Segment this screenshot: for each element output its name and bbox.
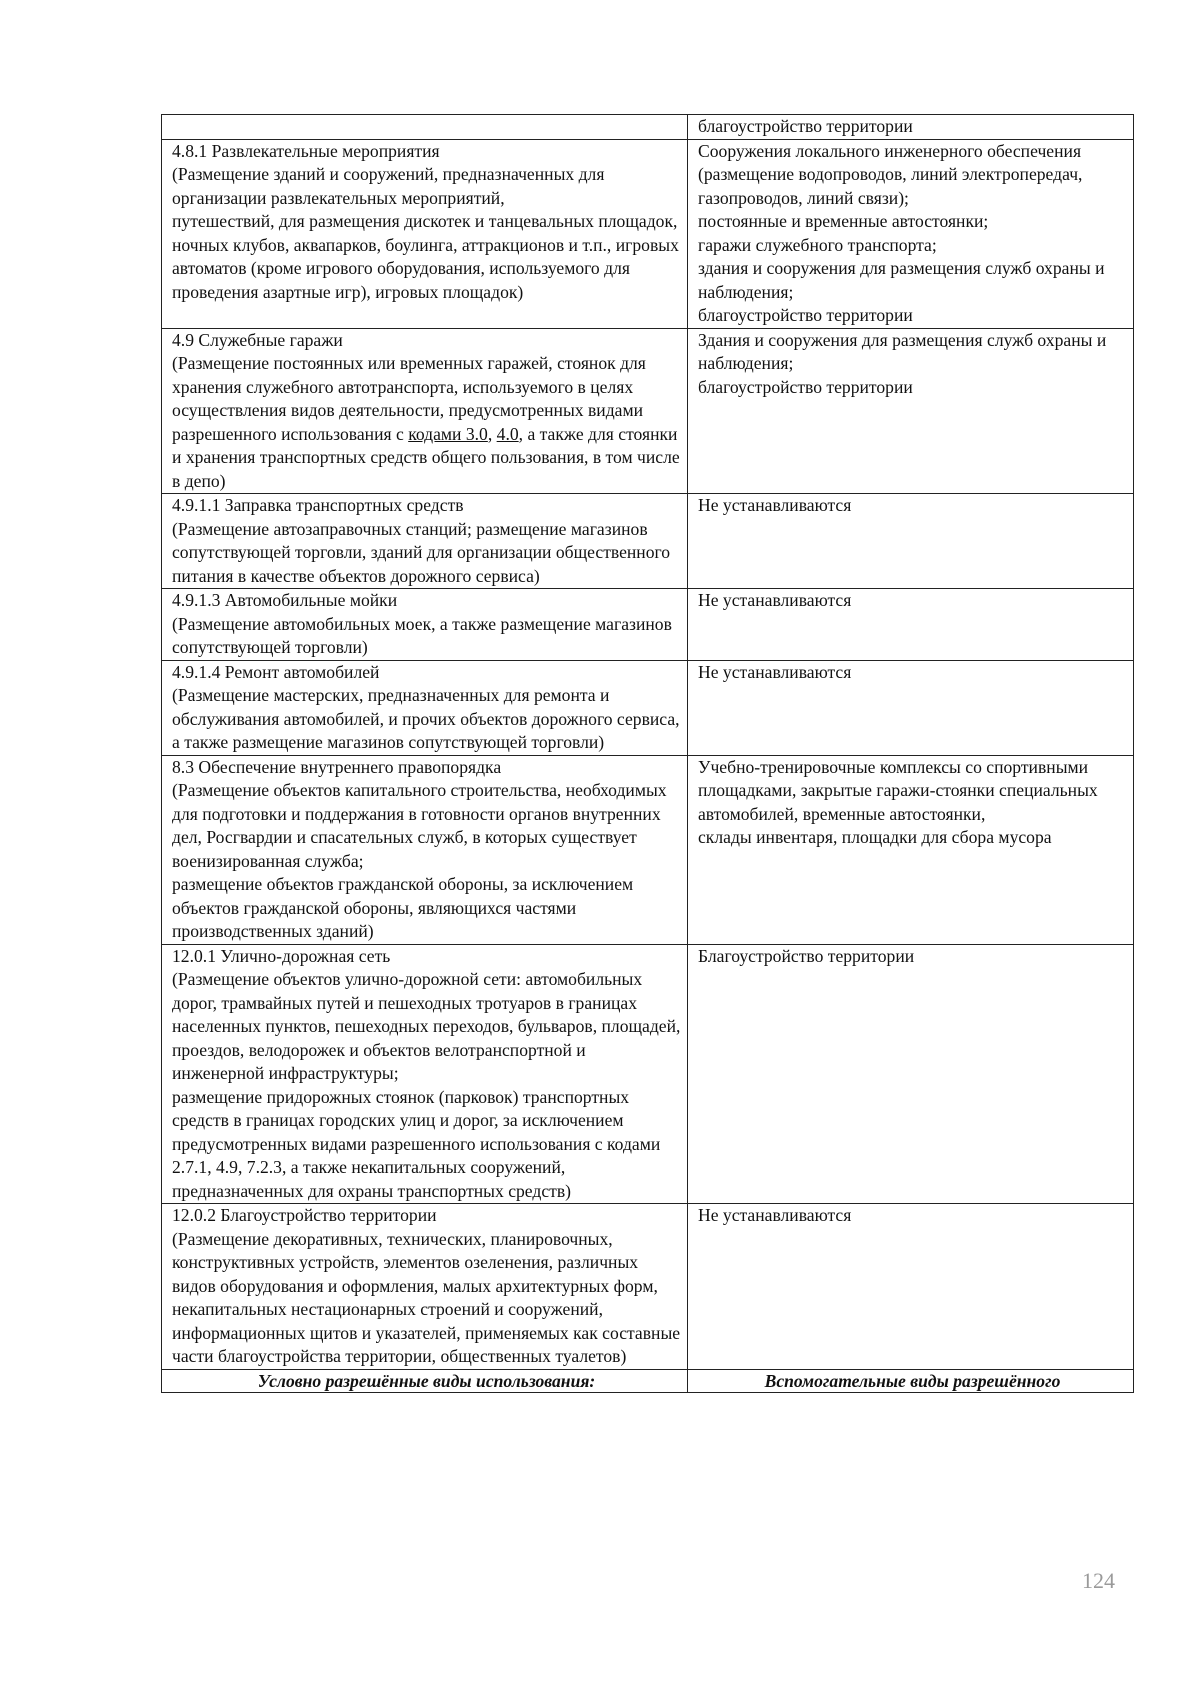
row-right-cell: Не устанавливаются [688, 1204, 1134, 1370]
row-right-cell: Сооружения локального инженерного обеспечения (размещение водопроводов, линий электропередач, газопроводов, линий связи); постоянные и временные автостоянки; гаражи служебного транспорта; здания и сооружения для размещения служб охраны и наблюдения; благоустройство территории [688, 139, 1134, 328]
row-left-cell: 4.8.1 Развлекательные мероприятия (Размещение зданий и сооружений, предназначенных для организации развлекательных мероприятий, путешествий, для размещения дискотек и танцевальных площадок, ночных клубов, аквапарков, боулинга, аттракционов и т.п., игровых автоматов (кроме игрового оборудования, используемого для проведения азартные игр), игровых площадок) [162, 139, 688, 328]
table-row [162, 944, 1134, 1204]
row-right-cell: Благоустройство территории [688, 944, 1134, 1204]
row-right-cell: Не устанавливаются [688, 660, 1134, 755]
code-link-4-0[interactable]: 4.0 [496, 423, 519, 444]
table-footer-row [162, 1369, 1134, 1392]
row-left-cell: 12.0.2 Благоустройство территории (Размещение декоративных, технических, планировочных, конструктивных устройств, элементов озеленения, различных видов оборудования и оформления, малых архитектурных форм, некапитальных нестационарных строений и сооружений, информационных щитов и указателей, применяемых как составные части благоустройства территории, общественных туалетов) [162, 1204, 688, 1370]
row-text: 4.9 Служебные гаражи (Размещение постоянных или временных гаражей, стоянок для хранения служебного автотранспорта, используемого в целях осуществления видов деятельности, предусмотренных видами разрешенного использования с [172, 329, 646, 444]
row-right-cell: Не устанавливаются [688, 589, 1134, 661]
conditional-uses-heading: Условно разрешённые виды использования: [162, 1369, 688, 1392]
row-left-cell [162, 115, 688, 140]
land-use-table [161, 114, 1134, 1393]
table-row [162, 589, 1134, 661]
row-left-cell [162, 328, 688, 494]
row-text: , [487, 423, 497, 444]
row-left-cell: 4.9.1.1 Заправка транспортных средств (Размещение автозаправочных станций; размещение магазинов сопутствующей торговли, зданий для организации общественного питания в качестве объектов дорожного сервиса) [162, 494, 688, 589]
row-right-cell: Учебно-тренировочные комплексы со спортивными площадками, закрытые гаражи-стоянки специальных автомобилей, временные автостоянки, склады инвентаря, площадки для сбора мусора [688, 755, 1134, 944]
table-row [162, 660, 1134, 755]
row-left-cell: 4.9.1.4 Ремонт автомобилей (Размещение мастерских, предназначенных для ремонта и обслуживания автомобилей, и прочих объектов дорожного сервиса, а также размещение магазинов сопутствующей торговли) [162, 660, 688, 755]
table-row [162, 328, 1134, 494]
row-left-cell: 12.0.1 Улично-дорожная сеть (Размещение объектов улично-дорожной сети: автомобильных дорог, трамвайных путей и пешеходных тротуаров в границах населенных пунктов, пешеходных переходов, бульваров, площадей, проездов, велодорожек и объектов велотранспортной и инженерной инфраструктуры; размещение придорожных стоянок (парковок) транспортных средств в границах городских улиц и дорог, за исключением предусмотренных видами разрешенного использования с кодами 2.7.1, 4.9, 7.2.3, а также некапитальных сооружений, предназначенных для охраны транспортных средств) [162, 944, 688, 1204]
table-row [162, 494, 1134, 589]
row-left-cell: 8.3 Обеспечение внутреннего правопорядка (Размещение объектов капитального строительства, необходимых для подготовки и поддержания в готовности органов внутренних дел, Росгвардии и спасательных служб, в которых существует военизированная служба; размещение объектов гражданской обороны, за исключением объектов гражданской обороны, являющихся частями производственных зданий) [162, 755, 688, 944]
table-row [162, 755, 1134, 944]
row-left-cell: 4.9.1.3 Автомобильные мойки (Размещение автомобильных моек, а также размещение магазинов сопутствующей торговли) [162, 589, 688, 661]
auxiliary-uses-heading: Вспомогательные виды разрешённого [688, 1369, 1134, 1392]
table-row [162, 115, 1134, 140]
row-right-cell: благоустройство территории [688, 115, 1134, 140]
code-link-3-0[interactable]: кодами 3.0 [408, 423, 488, 444]
row-right-cell: Не устанавливаются [688, 494, 1134, 589]
table-row [162, 139, 1134, 328]
table-row [162, 1204, 1134, 1370]
page-number: 124 [1082, 1568, 1115, 1593]
row-text: , а также для стоянки и хранения транспортных средств общего пользования, в том числе в депо) [172, 423, 680, 491]
row-right-cell: Здания и сооружения для размещения служб охраны и наблюдения; благоустройство территории [688, 328, 1134, 494]
